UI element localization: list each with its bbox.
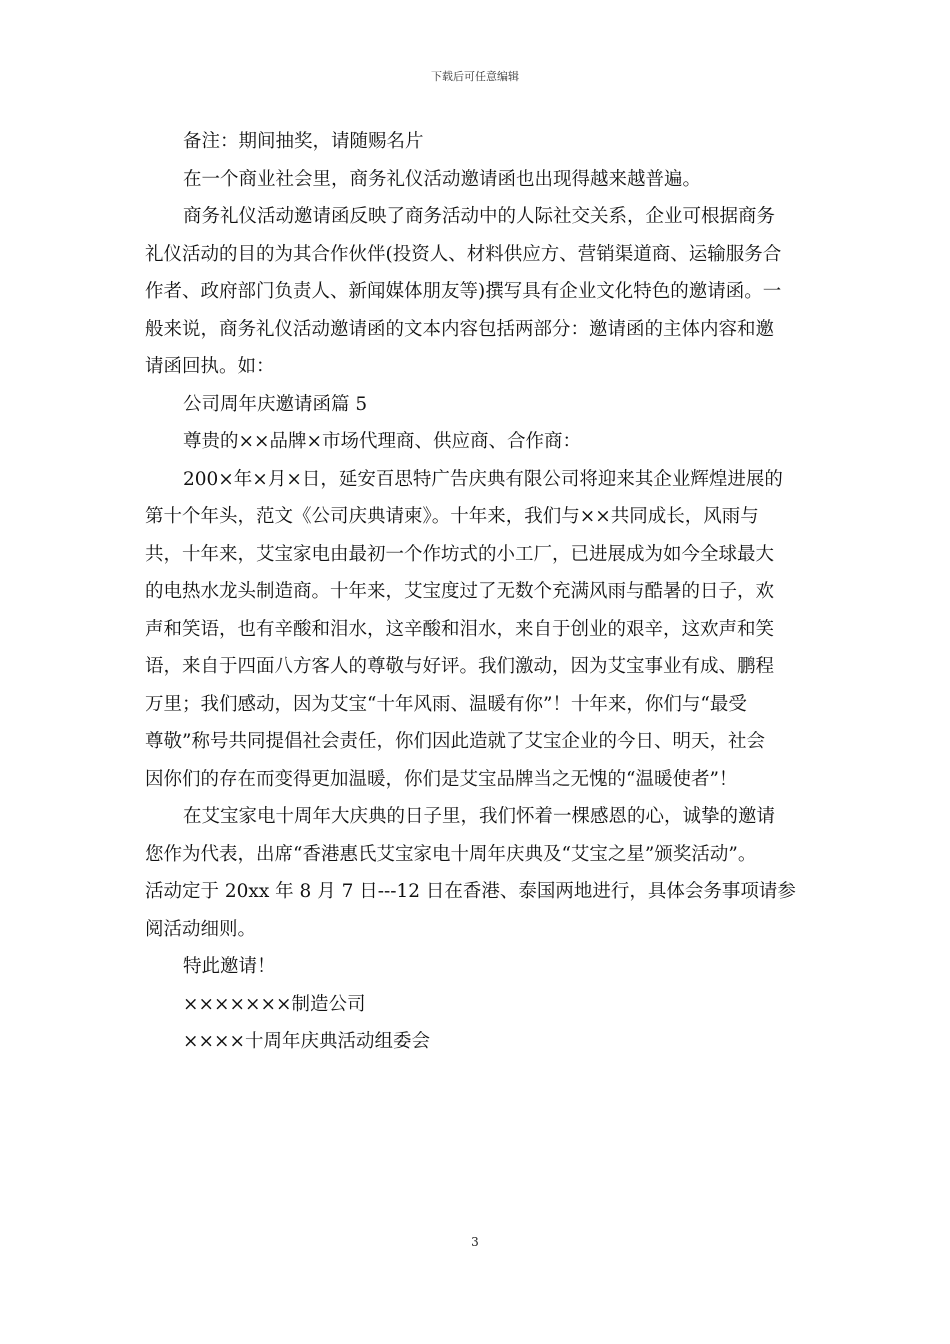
- paragraph-line: 活动定于 20xx 年 8 月 7 日---12 日在香港、泰国两地进行，具体会务事项请参: [145, 881, 796, 902]
- paragraph-line: 声和笑语，也有辛酸和泪水，这辛酸和泪水，来自于创业的艰辛，这欢声和笑: [145, 618, 775, 640]
- section-title: 公司周年庆邀请函篇 5: [183, 393, 368, 415]
- paragraph-line: 在一个商业社会里，商务礼仪活动邀请函也出现得越来越普遍。: [183, 168, 702, 190]
- paragraph-line: 万里；我们感动，因为艾宝“十年风雨、温暖有你”！十年来，你们与“最受: [145, 693, 747, 715]
- paragraph-line: 作者、政府部门负责人、新闻媒体朋友等)撰写具有企业文化特色的邀请函。一: [145, 281, 782, 302]
- page-number: 3: [471, 1235, 479, 1249]
- paragraph-line: 您作为代表，出席“香港惠氏艾宝家电十周年庆典及“艾宝之星”颁奖活动”。: [145, 843, 757, 865]
- paragraph-line: 般来说，商务礼仪活动邀请函的文本内容包括两部分：邀请函的主体内容和邀: [145, 318, 775, 340]
- signature-committee: ××××十周年庆典活动组委会: [183, 1031, 431, 1052]
- paragraph-line: 第十个年头，范文《公司庆典请柬》。十年来，我们与××共同成长，风雨与: [145, 506, 759, 527]
- paragraph-line: 200×年×月×日，延安百思特广告庆典有限公司将迎来其企业辉煌进展的: [183, 468, 783, 490]
- document-body: [145, 123, 815, 1061]
- paragraph-line: 语，来自于四面八方客人的尊敬与好评。我们激动，因为艾宝事业有成、鹏程: [145, 656, 775, 677]
- remark-line: 备注：期间抽奖，请随赐名片: [183, 131, 424, 152]
- paragraph-line: 请函回执。如：: [145, 356, 275, 377]
- paragraph-line: 尊敬”称号共同提倡社会责任，你们因此造就了艾宝企业的今日、明天，社会: [145, 731, 765, 752]
- paragraph-line: 礼仪活动的目的为其合作伙伴(投资人、材料供应方、营销渠道商、运输服务合: [145, 243, 782, 265]
- paragraph-line: 的电热水龙头制造商。十年来，艾宝度过了无数个充满风雨与酷暑的日子，欢: [145, 581, 775, 602]
- paragraph-line: 阅活动细则。: [145, 918, 257, 940]
- paragraph-line: 在艾宝家电十周年大庆典的日子里，我们怀着一棵感恩的心，诚挚的邀请: [183, 806, 776, 827]
- salutation: 尊贵的××品牌×市场代理商、供应商、合作商：: [183, 431, 582, 452]
- closing-line: 特此邀请！: [183, 956, 276, 977]
- paragraph-line: 共，十年来，艾宝家电由最初一个作坊式的小工厂，已进展成为如今全球最大: [145, 543, 775, 565]
- signature-company: ×××××××制造公司: [183, 993, 366, 1015]
- paragraph-line: 因你们的存在而变得更加温暖，你们是艾宝品牌当之无愧的“温暖使者”！: [145, 768, 738, 790]
- paragraph-line: 商务礼仪活动邀请函反映了商务活动中的人际社交关系，企业可根据商务: [183, 206, 776, 227]
- page-header: 下载后可任意编辑: [431, 70, 519, 83]
